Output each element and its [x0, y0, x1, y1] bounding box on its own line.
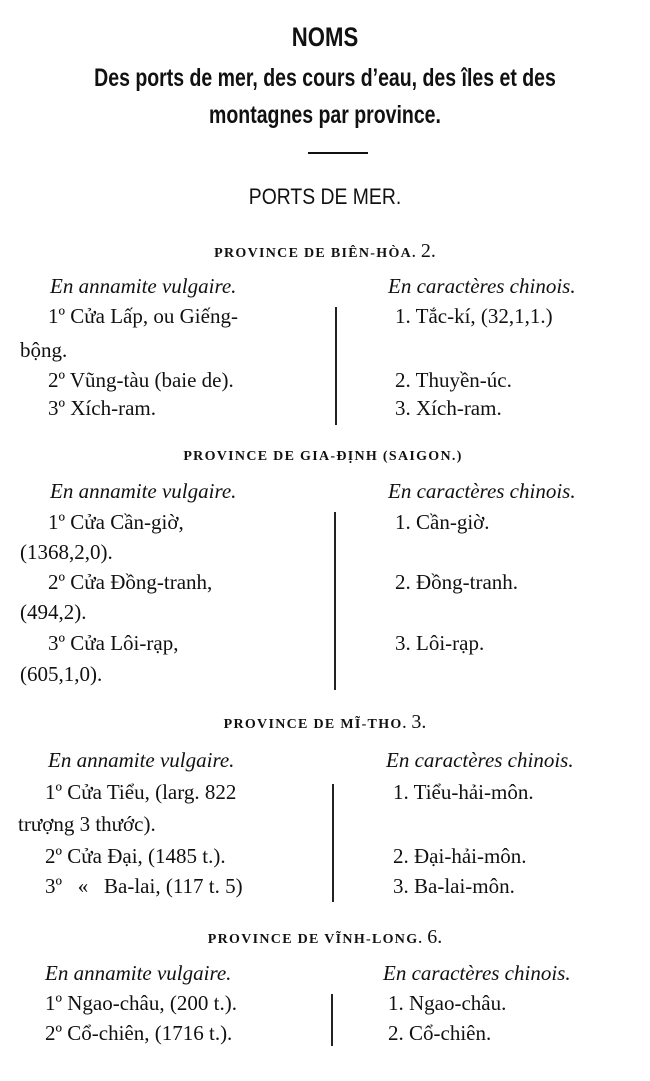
column-header-annamite: En annamite vulgaire.	[50, 479, 237, 503]
entry-annamite: 2º Cửa Đại, (1485 t.).	[45, 844, 226, 868]
column-separator	[331, 994, 333, 1046]
entry-annamite: 2º Cửa Đồng-tranh,	[48, 570, 213, 594]
province-heading-bien-hoa	[0, 240, 650, 263]
entry-chinese: 1. Tiểu-hải-môn.	[393, 780, 534, 804]
entry-annamite: 1º Cửa Lấp, ou Giếng-	[48, 304, 238, 328]
province-number: 6.	[427, 926, 443, 948]
entry-annamite: 3º Cửa Lôi-rạp,	[48, 631, 179, 655]
entry-chinese: 1. Cần-giờ.	[395, 510, 490, 534]
entry-chinese: 3. Ba-lai-môn.	[393, 874, 515, 898]
entry-annamite: 1º Cửa Tiểu, (larg. 822	[45, 780, 237, 804]
entry-chinese: 3. Xích-ram.	[395, 396, 502, 420]
entry-annamite: 2º Vũng-tàu (baie de).	[48, 368, 234, 392]
province-number: 3.	[411, 711, 427, 733]
entry-annamite: 3º Xích-ram.	[48, 396, 156, 420]
column-separator	[335, 307, 337, 425]
entry-chinese: 1. Tắc-kí, (32,1,1.)	[395, 304, 553, 328]
province-name: PROVINCE DE MĨ-THO.	[223, 717, 408, 732]
entry-annamite-continued: (605,1,0).	[20, 662, 103, 686]
entry-annamite: 1º Ngao-châu, (200 t.).	[45, 991, 237, 1015]
section-title: PORTS DE MER.	[248, 184, 402, 209]
province-number: 2.	[420, 240, 436, 262]
column-header-annamite: En annamite vulgaire.	[50, 274, 237, 298]
province-name: PROVINCE DE GIA-ĐỊNH (SAIGON.)	[183, 449, 463, 464]
province-heading-mi-tho	[0, 711, 650, 734]
entry-annamite-continued: (494,2).	[20, 600, 87, 624]
province-heading-gia-dinh	[0, 443, 650, 466]
column-header-chinese: En caractères chinois.	[388, 274, 576, 298]
title-divider-rule	[308, 152, 368, 154]
province-heading-vinh-long	[0, 926, 650, 949]
column-header-annamite: En annamite vulgaire.	[48, 748, 235, 772]
page-subtitle-line-1: Des ports de mer, des cours d’eau, des îles et des	[94, 64, 556, 92]
entry-annamite-continued: (1368,2,0).	[20, 540, 113, 564]
entry-chinese: 2. Đại-hải-môn.	[393, 844, 527, 868]
column-separator	[334, 512, 336, 690]
entry-annamite-continued: trượng 3 thước).	[18, 812, 156, 836]
page-subtitle-line-2: montagnes par province.	[209, 101, 441, 129]
column-separator	[332, 784, 334, 902]
page-title: NOMS	[291, 22, 359, 52]
entry-annamite: 3º « Ba-lai, (117 t. 5)	[45, 874, 243, 898]
column-header-chinese: En caractères chinois.	[386, 748, 574, 772]
column-header-annamite: En annamite vulgaire.	[45, 961, 232, 985]
entry-chinese: 2. Cổ-chiên.	[388, 1021, 492, 1045]
entry-annamite-continued: bộng.	[20, 338, 68, 362]
entry-chinese: 1. Ngao-châu.	[388, 991, 507, 1015]
entry-annamite: 2º Cổ-chiên, (1716 t.).	[45, 1021, 233, 1045]
column-header-chinese: En caractères chinois.	[383, 961, 571, 985]
entry-chinese: 3. Lôi-rạp.	[395, 631, 485, 655]
province-name: PROVINCE DE VĨNH-LONG.	[207, 932, 424, 947]
entry-chinese: 2. Đồng-tranh.	[395, 570, 519, 594]
entry-chinese: 2. Thuyền-úc.	[395, 368, 512, 392]
entry-annamite: 1º Cửa Cần-giờ,	[48, 510, 184, 534]
column-header-chinese: En caractères chinois.	[388, 479, 576, 503]
province-name: PROVINCE DE BIÊN-HÒA.	[214, 246, 417, 261]
